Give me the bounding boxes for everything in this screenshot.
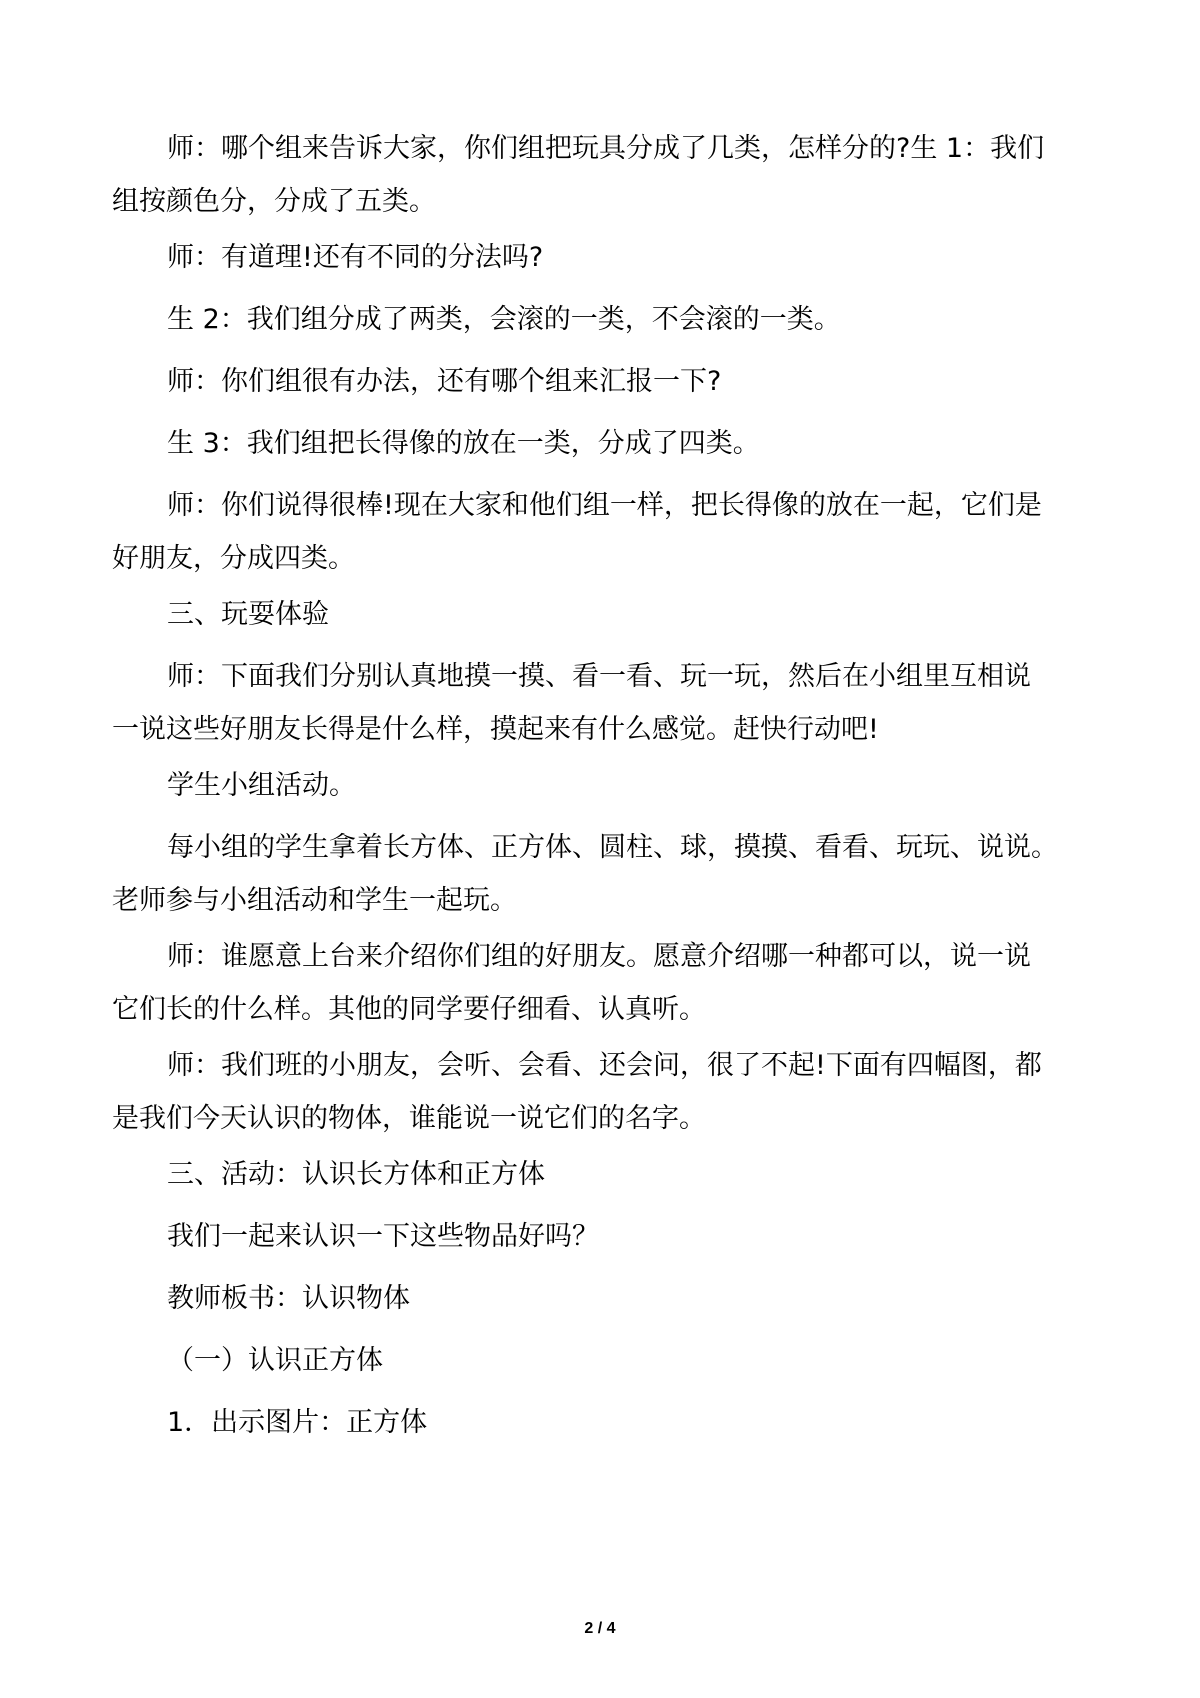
paragraph	[112, 355, 1112, 408]
text-line: 师：你们组很有办法，还有哪个组来汇报一下?	[167, 366, 722, 397]
paragraph	[112, 1039, 1112, 1145]
paragraph	[112, 1272, 1112, 1325]
text-line: 师：有道理!还有不同的分法吗?	[167, 242, 544, 273]
text-line: 师：哪个组来告诉大家，你们组把玩具分成了几类，怎样分的?生 1：我们	[167, 133, 1045, 164]
text-line: 是我们今天认识的物体，谁能说一说它们的名字。	[112, 1103, 706, 1134]
paragraph	[112, 1396, 1112, 1449]
paragraph	[112, 231, 1112, 284]
paragraph	[112, 588, 1112, 641]
text-line: 它们长的什么样。其他的同学要仔细看、认真听。	[112, 994, 706, 1025]
text-line: 一说这些好朋友长得是什么样，摸起来有什么感觉。赶快行动吧!	[112, 714, 879, 745]
paragraph	[112, 821, 1112, 927]
paragraph	[112, 1148, 1112, 1201]
text-line: 三、玩耍体验	[167, 599, 329, 630]
text-line: 组按颜色分，分成了五类。	[112, 186, 436, 217]
text-line: 生 3：我们组把长得像的放在一类，分成了四类。	[167, 428, 760, 459]
paragraph	[112, 759, 1112, 812]
paragraph	[112, 1334, 1112, 1387]
paragraph	[112, 293, 1112, 346]
text-line: 老师参与小组活动和学生一起玩。	[112, 885, 517, 916]
text-line: 好朋友，分成四类。	[112, 543, 355, 574]
paragraph	[112, 1210, 1112, 1263]
text-line: 学生小组活动。	[167, 770, 356, 801]
text-line: 1．出示图片：正方体	[167, 1407, 428, 1438]
paragraph	[112, 930, 1112, 1036]
text-line: 三、活动：认识长方体和正方体	[167, 1159, 545, 1190]
text-line: 师：我们班的小朋友，会听、会看、还会问，很了不起!下面有四幅图，都	[167, 1050, 1042, 1081]
text-line: 生 2：我们组分成了两类，会滚的一类，不会滚的一类。	[167, 304, 841, 335]
text-line: 师：谁愿意上台来介绍你们组的好朋友。愿意介绍哪一种都可以，说一说	[167, 941, 1031, 972]
paragraph	[112, 417, 1112, 470]
paragraph	[112, 122, 1112, 228]
page-number: 2 / 4	[584, 1620, 616, 1637]
text-line: 我们一起来认识一下这些物品好吗？	[167, 1221, 599, 1252]
paragraph	[112, 650, 1112, 756]
text-line: （一）认识正方体	[167, 1345, 383, 1376]
text-line: 每小组的学生拿着长方体、正方体、圆柱、球，摸摸、看看、玩玩、说说。	[167, 832, 1058, 863]
text-line: 教师板书：认识物体	[167, 1283, 410, 1314]
text-line: 师：下面我们分别认真地摸一摸、看一看、玩一玩，然后在小组里互相说	[167, 661, 1031, 692]
text-line: 师：你们说得很棒!现在大家和他们组一样，把长得像的放在一起，它们是	[167, 490, 1042, 521]
paragraph	[112, 479, 1112, 585]
